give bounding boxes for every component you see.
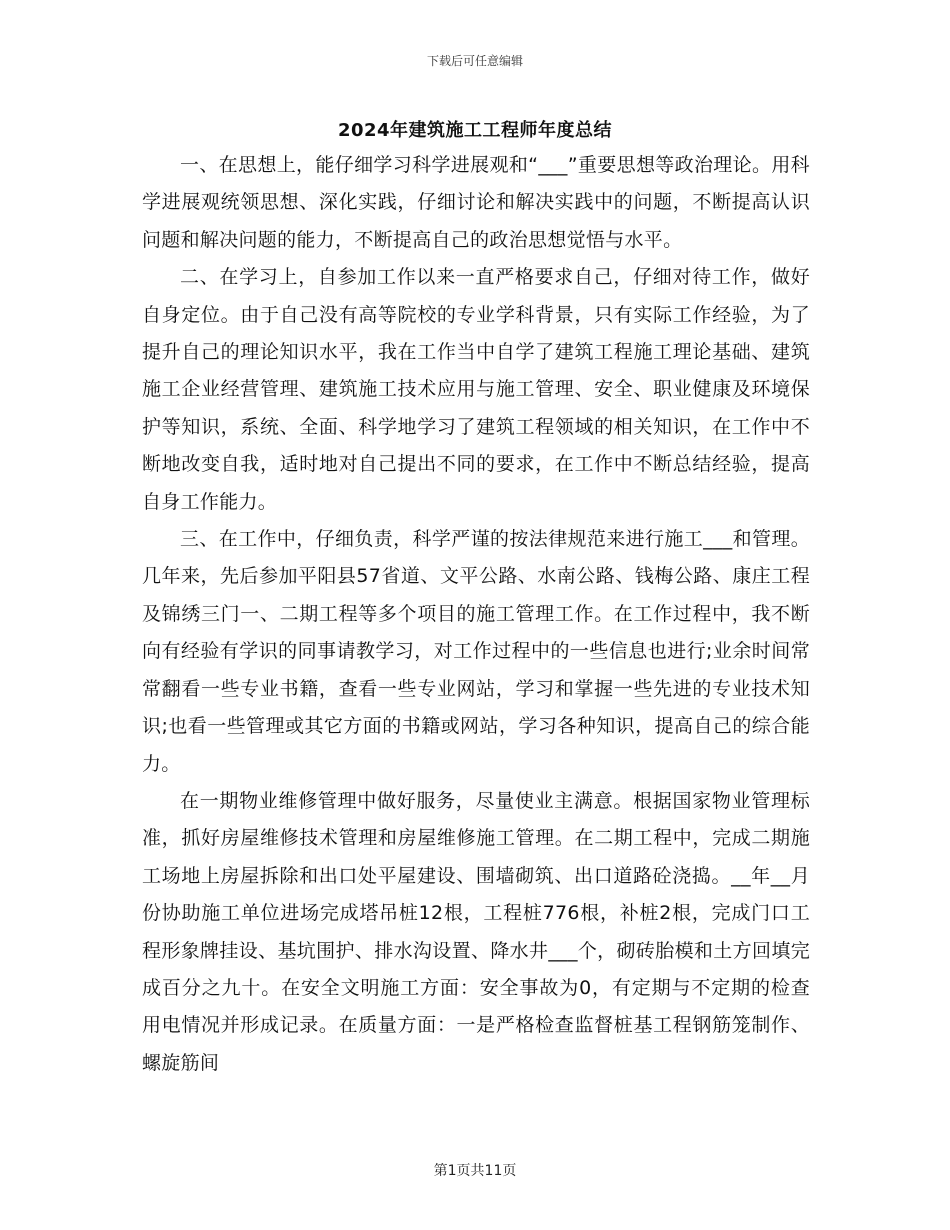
paragraph-work: 三、在工作中，仔细负责，科学严谨的按法律规范来进行施工___和管理。几年来，先后参加平阳县57省道、文平公路、水南公路、钱梅公路、康庄工程及锦绣三门一、二期工程等多个项目的施工管理工作。在工作过程中，我不断向有经验有学识的同事请教学习，对工作过程中的一些信息也进行;业余时间常常翻看一些专业书籍，查看一些专业网站，学习和掌握一些先进的专业技术知识;也看一些管理或其它方面的书籍或网站，学习各种知识，提高自己的综合能力。 [142, 528, 810, 775]
paragraph-property-management: 在一期物业维修管理中做好服务，尽量使业主满意。根据国家物业管理标准，抓好房屋维修技术管理和房屋维修施工管理。在二期工程中，完成二期施工场地上房屋拆除和出口处平屋建设、围墙砌筑、出口道路砼浇捣。__年__月份协助施工单位进场完成塔吊桩12根，工程桩776根，补桩2根，完成门口工程形象牌挂设、基坑围护、排水沟设置、降水井___个，砌砖胎模和土方回填完成百分之九十。在安全文明施工方面：安全事故为0，有定期与不定期的检查用电情况并形成记录。在质量方面：一是严格检查监督桩基工程钢筋笼制作、螺旋筋间 [142, 789, 810, 1074]
document-body [142, 147, 810, 1082]
header-note: 下载后可任意编辑 [426, 54, 523, 68]
page-number: 第1页共11页 [433, 1163, 517, 1179]
paragraph-thought: 一、在思想上，能仔细学习科学进展观和“___”重要思想等政治理论。用科学进展观统领思想、深化实践，仔细讨论和解决实践中的问题，不断提高认识问题和解决问题的能力，不断提高自己的政治思想觉悟与水平。 [142, 154, 810, 251]
paragraph-study: 二、在学习上，自参加工作以来一直严格要求自己，仔细对待工作，做好自身定位。由于自己没有高等院校的专业学科背景，只有实际工作经验，为了提升自己的理论知识水平，我在工作当中自学了建筑工程施工理论基础、建筑施工企业经营管理、建筑施工技术应用与施工管理、安全、职业健康及环境保护等知识，系统、全面、科学地学习了建筑工程领域的相关知识，在工作中不断地改变自我，适时地对自己提出不同的要求，在工作中不断总结经验，提高自身工作能力。 [142, 266, 810, 513]
document-title: 2024年建筑施工工程师年度总结 [337, 120, 613, 141]
